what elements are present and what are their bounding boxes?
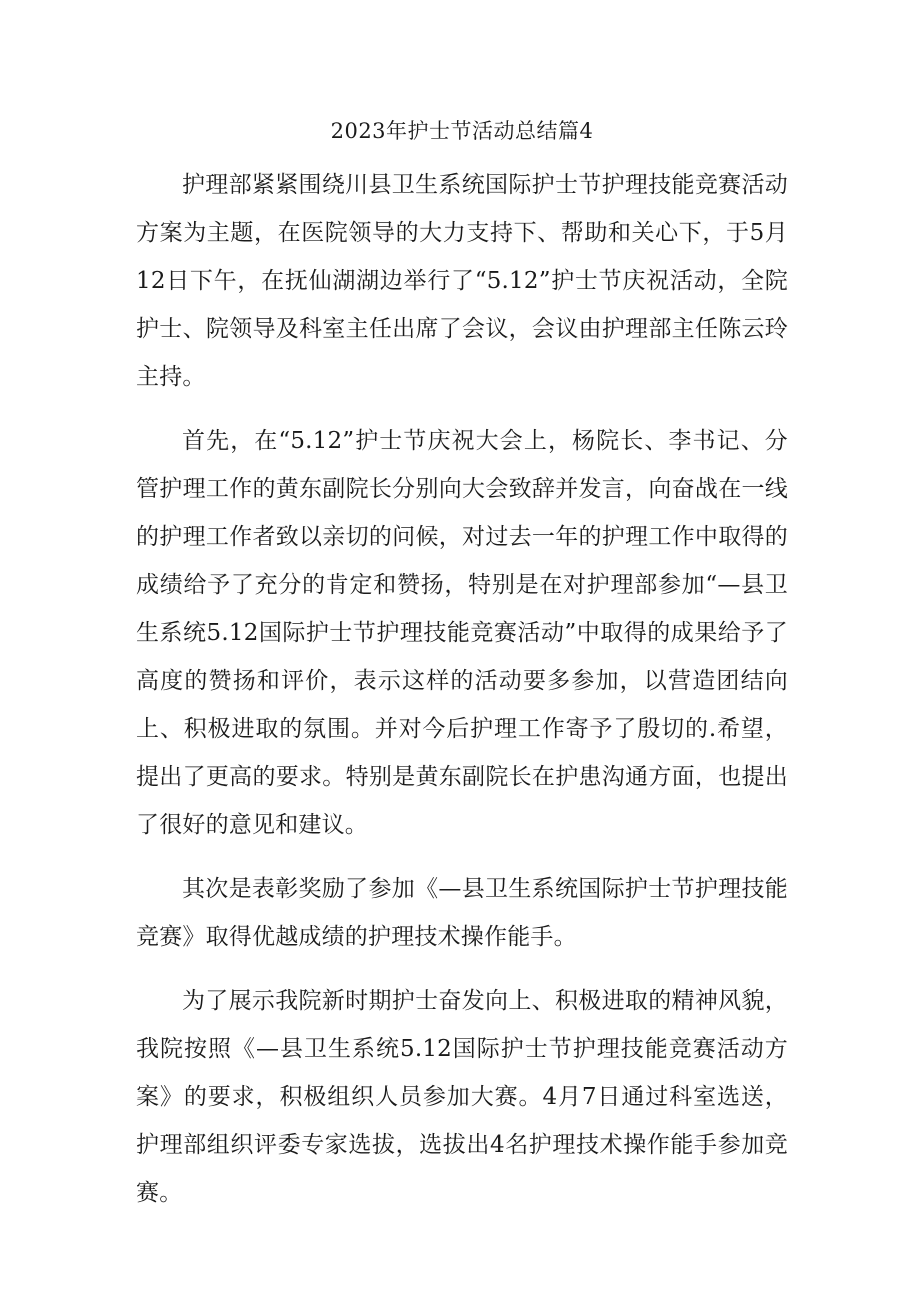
document-title: 2023年护士节活动总结篇4 <box>330 119 594 143</box>
paragraph-4: 为了展示我院新时期护士奋发向上、积极进取的精神风貌，我院按照《—县卫生系统5.12国际护士节护理技能竞赛活动方案》的要求，积极组织人员参加大赛。4月7日通过科室选送，护理部组织评委专家选拔，选拔出4名护理技术操作能手参加竞赛。 <box>136 988 788 1206</box>
paragraph-1: 护理部紧紧围绕川县卫生系统国际护士节护理技能竞赛活动方案为主题，在医院领导的大力支持下、帮助和关心下，于5月12日下午，在抚仙湖湖边举行了“5.12”护士节庆祝活动，全院护士、院领导及科室主任出席了会议，会议由护理部主任陈云玲主持。 <box>136 172 788 390</box>
paragraph-3: 其次是表彰奖励了参加《—县卫生系统国际护士节护理技能竞赛》取得优越成绩的护理技术操作能手。 <box>136 876 788 950</box>
paragraph-2: 首先，在“5.12”护士节庆祝大会上，杨院长、李书记、分管护理工作的黄东副院长分别向大会致辞并发言，向奋战在一线的护理工作者致以亲切的问候，对过去一年的护理工作中取得的成绩给予了充分的肯定和赞扬，特别是在对护理部参加“—县卫生系统5.12国际护士节护理技能竞赛活动”中取得的成果给予了高度的赞扬和评价，表示这样的活动要多参加，以营造团结向上、积极进取的氛围。并对今后护理工作寄予了殷切的.希望，提出了更高的要求。特别是黄东副院长在护患沟通方面，也提出了很好的意见和建议。 <box>136 428 788 838</box>
